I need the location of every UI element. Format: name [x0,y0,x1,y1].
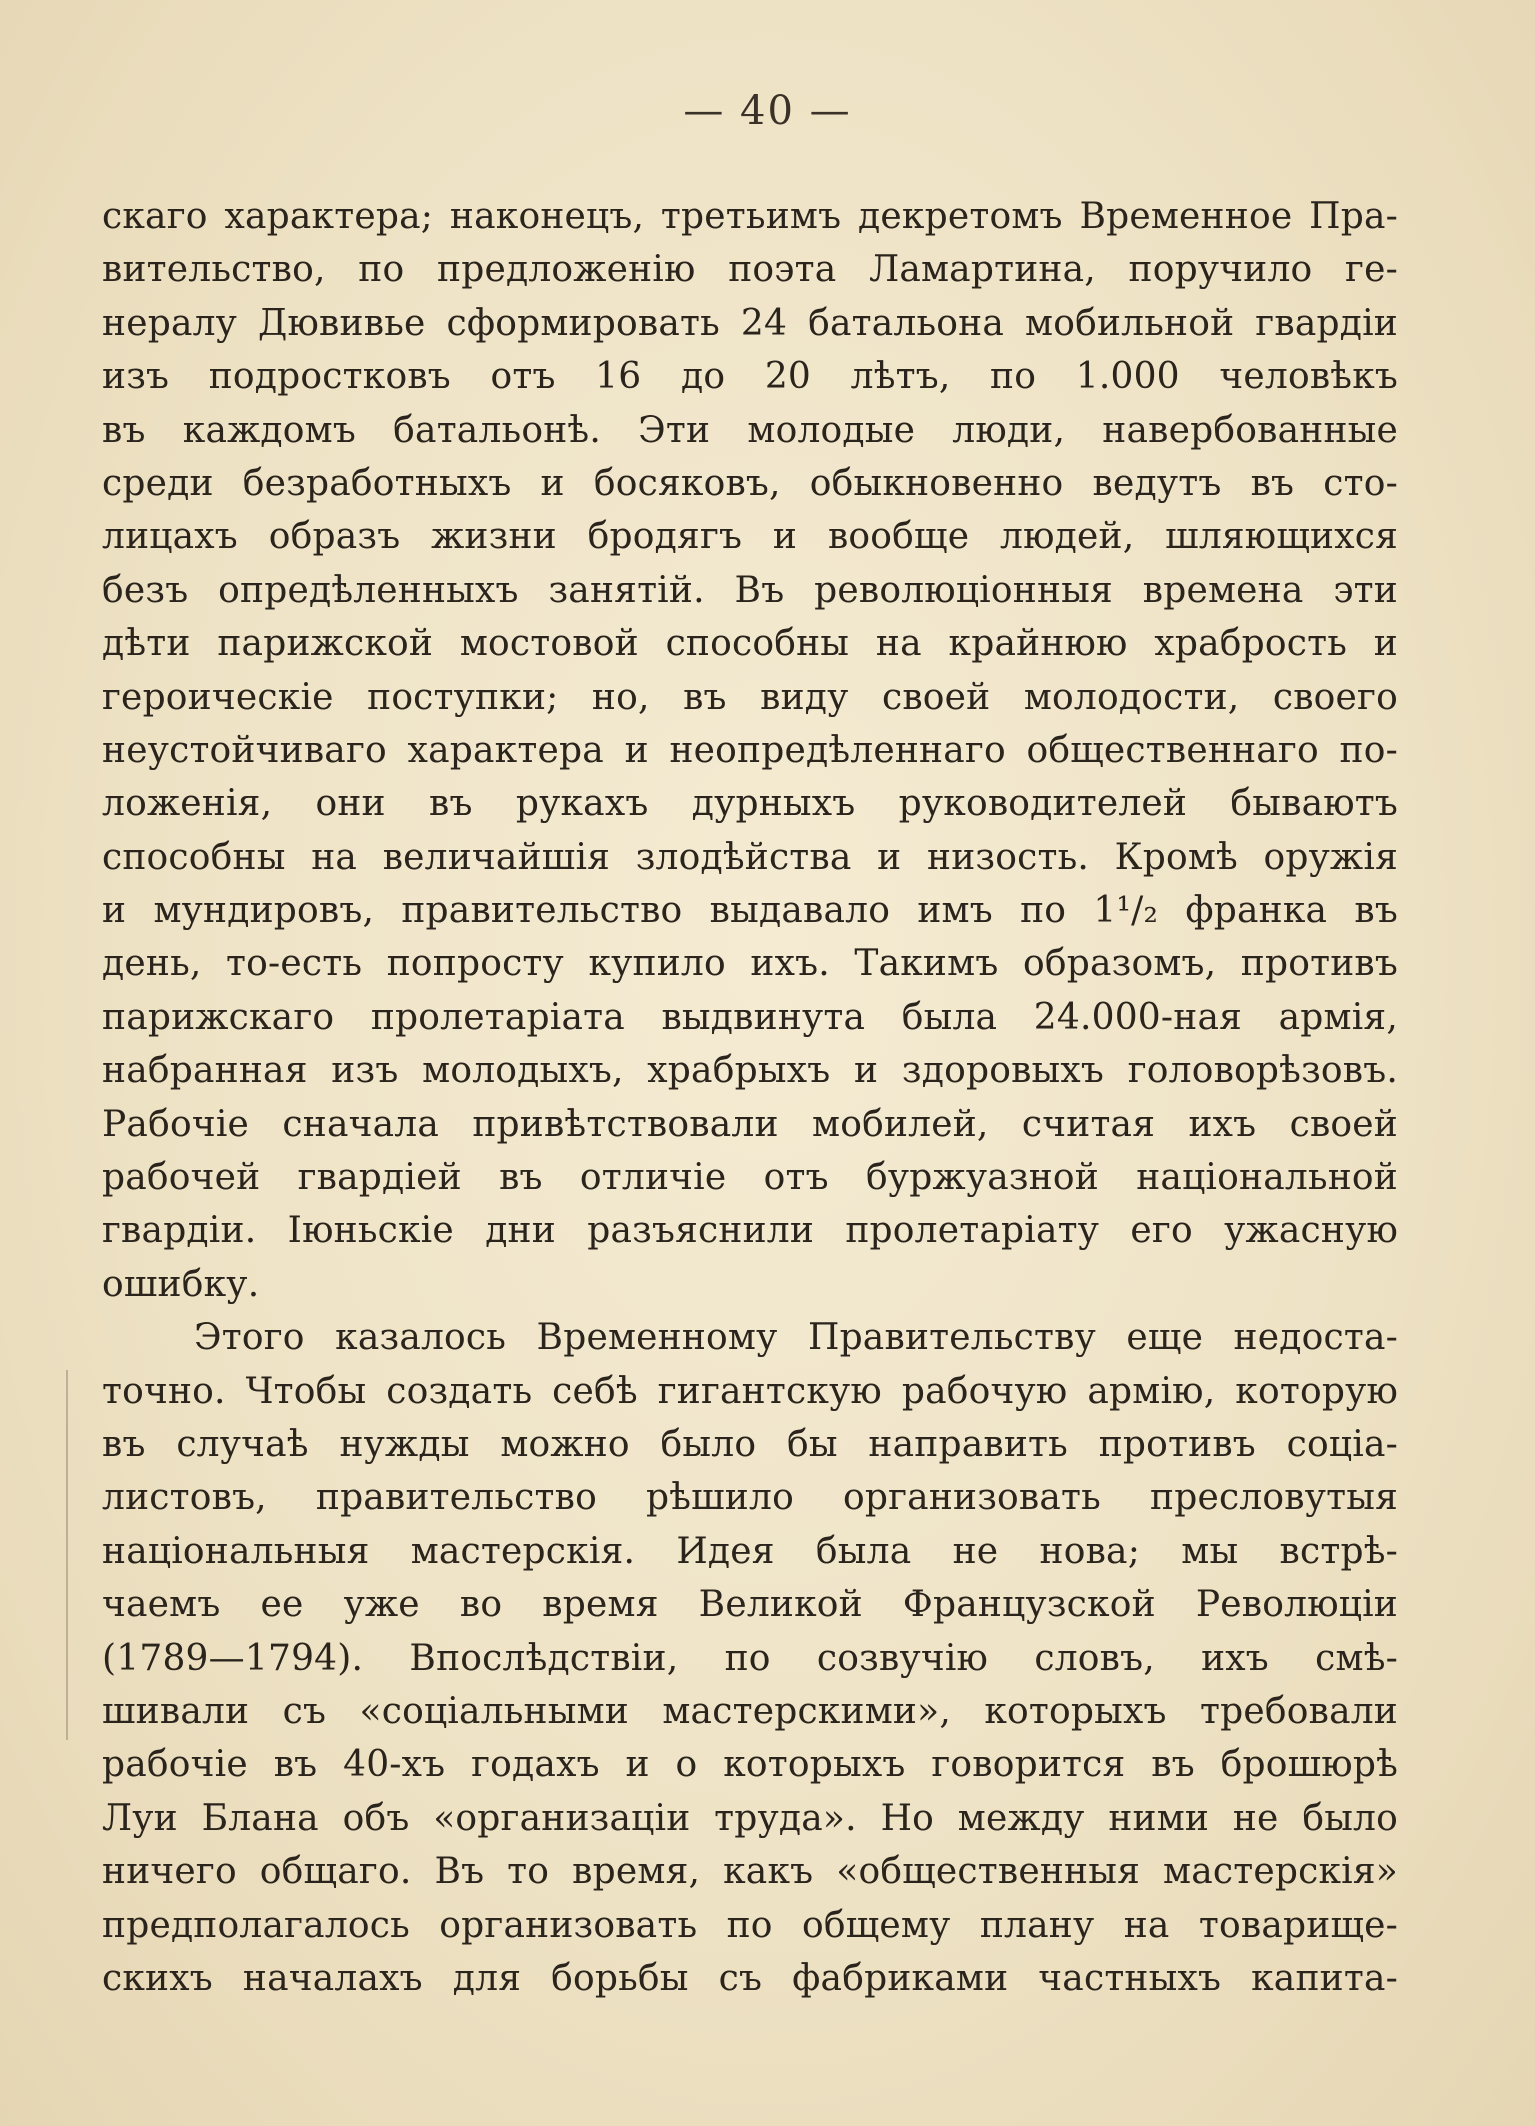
text-line: героическіе поступки; но, въ виду своей молодости, своего [102,676,1398,718]
text-line: Рабочіе сначала привѣтствовали мобилей, считая ихъ своей [102,1103,1398,1145]
text-line: лицахъ образъ жизни бродягъ и вообще людей, шляющихся [102,516,1398,558]
text-line: дѣти парижской мостовой способны на крайнюю храбрость и [102,623,1398,665]
text-line: гвардіи. Іюньскіе дни разъяснили пролетаріату его ужасную [102,1210,1398,1252]
text-line: въ случаѣ нужды можно было бы направить противъ соціа- [102,1423,1398,1465]
text-line: Луи Блана объ «организаціи труда». Но между ними не было [102,1797,1398,1839]
page-number: — 40 — [683,88,852,134]
text-line: національныя мастерскія. Идея была не нова; мы встрѣ- [102,1530,1398,1572]
margin-pencil-mark [66,1370,68,1740]
text-line: рабочей гвардіей въ отличіе отъ буржуазной національной [102,1157,1398,1199]
text-line: Этого казалось Временному Правительству еще недоста- [194,1317,1398,1359]
text-line: скаго характера; наконецъ, третьимъ декретомъ Временное Пра- [102,196,1398,237]
text-line: предполагалось организовать по общему плану на товарище- [102,1904,1398,1946]
text-line: неустойчиваго характера и неопредѣленнаго общественнаго по- [102,729,1398,771]
text-line: среди безработныхъ и босяковъ, обыкновенно ведутъ въ сто- [102,462,1398,504]
text-line: ошибку. [102,1263,260,1305]
text-line: набранная изъ молодыхъ, храбрыхъ и здоровыхъ головорѣзовъ. [102,1050,1398,1092]
text-line: ничего общаго. Въ то время, какъ «общественныя мастерскія» [102,1851,1398,1893]
text-line: вительство, по предложенію поэта Ламартина, поручило ге- [102,249,1398,291]
text-line: и мундировъ, правительство выдавало имъ по 1¹/₂ франка въ [102,890,1398,932]
text-line: шивали съ «соціальными мастерскими», которыхъ требовали [102,1690,1398,1732]
text-line: листовъ, правительство рѣшило организовать пресловутыя [102,1477,1398,1519]
text-line: изъ подростковъ отъ 16 до 20 лѣтъ, по 1.000 человѣкъ [102,356,1398,398]
text-line: ложенія, они въ рукахъ дурныхъ руководителей бываютъ [102,783,1398,825]
body-text [102,190,1398,2005]
text-line: скихъ началахъ для борьбы съ фабриками частныхъ капита- [102,1957,1398,1999]
text-line: (1789—1794). Впослѣдствіи, по созвучію словъ, ихъ смѣ- [102,1637,1398,1679]
text-line: безъ опредѣленныхъ занятій. Въ революціонныя времена эти [102,569,1398,611]
text-line: чаемъ ее уже во время Великой Французской Революціи [102,1584,1398,1626]
text-line: нералу Дювивье сформировать 24 батальона мобильной гвардіи [102,302,1398,344]
text-line: парижскаго пролетаріата выдвинута была 24.000-ная армія, [102,996,1398,1038]
text-line: въ каждомъ батальонѣ. Эти молодые люди, навербованные [102,409,1398,451]
text-line: способны на величайшія злодѣйства и низость. Кромѣ оружія [102,836,1398,878]
text-line: день, то-есть попросту купило ихъ. Такимъ образомъ, противъ [102,943,1398,985]
text-line: рабочіе въ 40-хъ годахъ и о которыхъ говорится въ брошюрѣ [102,1744,1398,1786]
text-line: точно. Чтобы создать себѣ гигантскую рабочую армію, которую [102,1370,1398,1412]
